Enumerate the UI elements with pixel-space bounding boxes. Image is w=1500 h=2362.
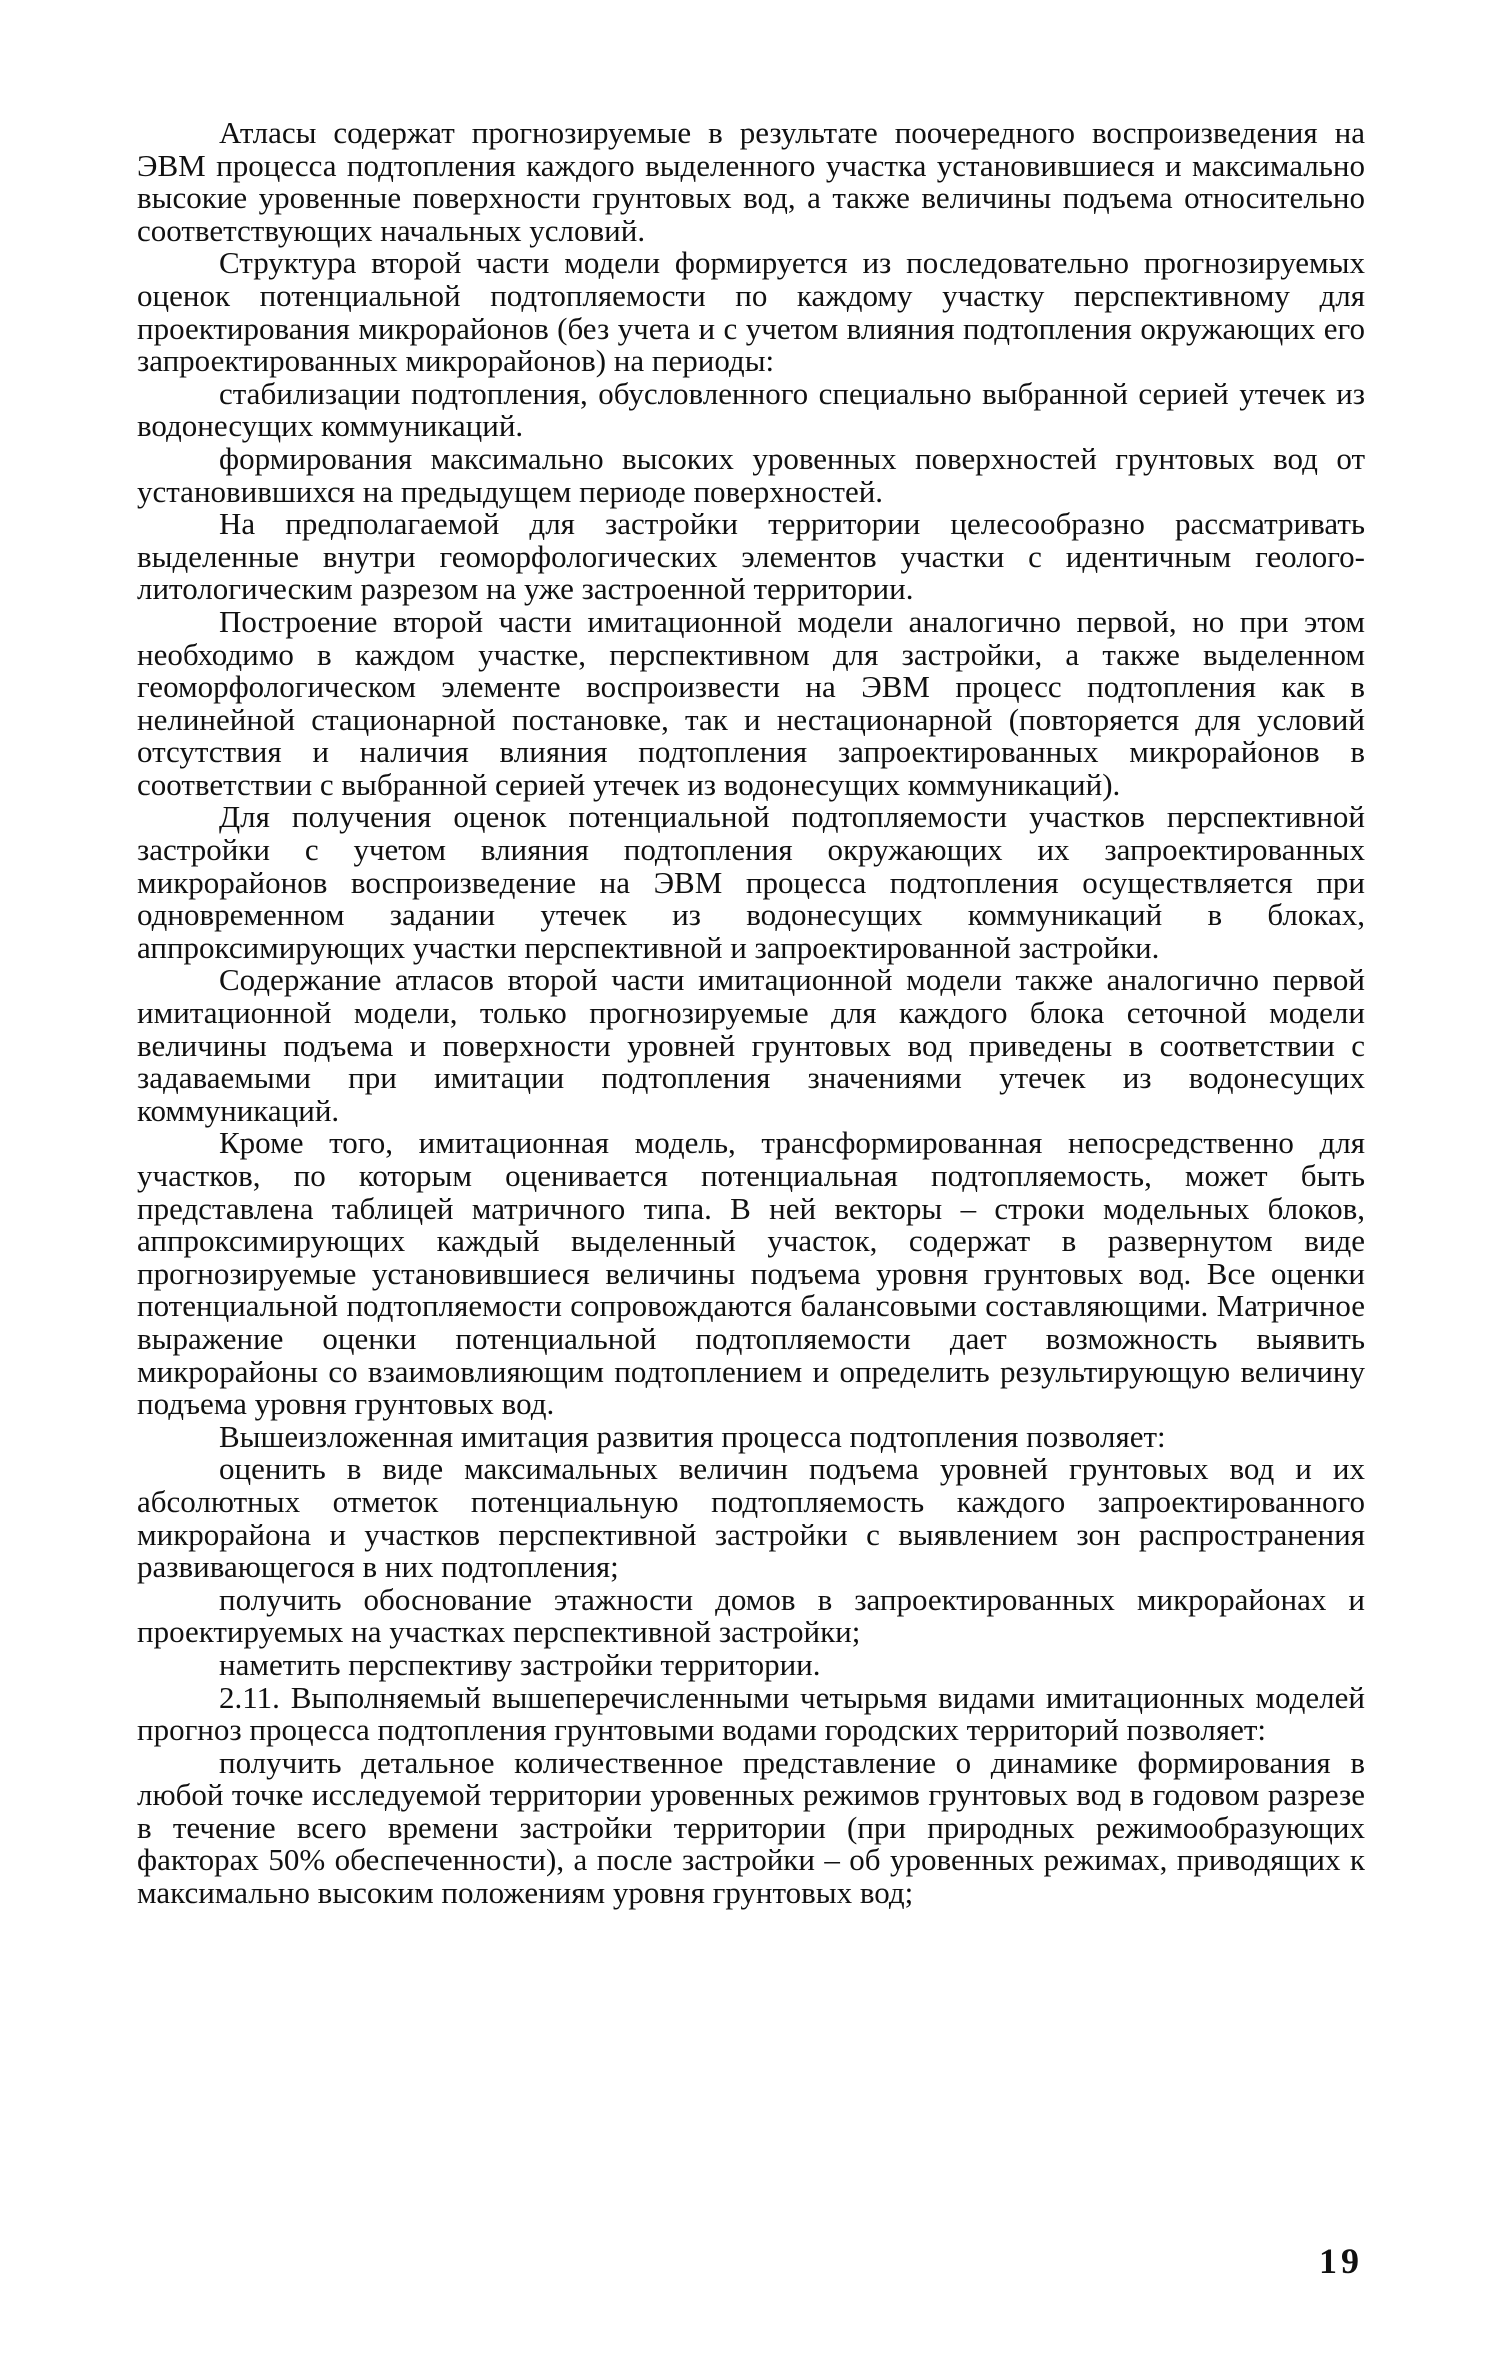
paragraph-planned-territory: На предполагаемой для застройки территории целесообразно рассматривать выделенные внутри геоморфологических элементов участки с идентичным геолого-литологическим разрезом на уже застроенной территории. xyxy=(137,506,1365,607)
list-item-justify-floors: получить обоснование этажности домов в запроектированных микрорайонах и проектируемых на участках перспективной застройки; xyxy=(137,1581,1365,1650)
paragraph-second-part-structure: Структура второй части модели формируется из последовательно прогнозируемых оценок потенциальной подтопляемости по каждому участку перспективному для проектирования микрорайонов (без учета и с учетом влияния подтопления окружающих его запроектированных микрорайонов) на периоды: xyxy=(137,245,1365,379)
paragraph-potential-flooding-estimates: Для получения оценок потенциальной подтопляемости участков перспективной застройки с учетом влияния подтопления окружающих их запроектированных микрорайонов воспроизведение на ЭВМ процесса подтопления осуществляется при одновременном задании утечек из водонесущих коммуникаций в блоках, аппроксимирующих участки перспективной и запроектированной застройки. xyxy=(137,799,1365,965)
list-item-estimate: оценить в виде максимальных величин подъема уровней грунтовых вод и их абсолютных отметок потенциальную подтопляемость каждого запроектированного микрорайона и участков перспективной застройки с выявлением зон распространения развивающегося в них подтопления; xyxy=(137,1451,1365,1585)
list-item-outline-perspective: наметить перспективу застройки территории. xyxy=(219,1646,821,1682)
paragraph-matrix-table: Кроме того, имитационная модель, трансформированная непосредственно для участков, по которым оценивается потенциальная подтопляемость, может быть представлена таблицей матричного типа. В ней векторы – строки модельных блоков, аппроксимирующих каждый выделенный участок, содержат в развернутом виде прогнозируемые установившиеся величины подъема уровня грунтовых вод. Все оценки потенциальной подтопляемости сопровождаются балансовыми составляющими. Матричное выражение оценки потенциальной подтопляемости дает возможность выявить микрорайоны со взаимовлияющим подтоплением и определить результирующую величину подъема уровня грунтовых вод. xyxy=(137,1125,1365,1422)
list-item-formation-period: формирования максимально высоких уровенных поверхностей грунтовых вод от установившихся на предыдущем периоде поверхностей. xyxy=(137,440,1365,509)
page-number: 19 xyxy=(1319,2241,1363,2281)
section-2-11-paragraph: 2.11. Выполняемый вышеперечисленными четырьмя видами имитационных моделей прогноз процесса подтопления грунтовыми водами городских территорий позволяет: xyxy=(137,1679,1365,1748)
list-item-stabilization-period: стабилизации подтопления, обусловленного специально выбранной серией утечек из водонесущих коммуникаций. xyxy=(137,375,1365,444)
body-text xyxy=(137,117,1365,1910)
paragraph-atlases-content: Атласы содержат прогнозируемые в результате поочередного воспроизведения на ЭВМ процесса подтопления каждого выделенного участка установившиеся и максимально высокие уровенные поверхности грунтовых вод, а также величины подъема относительно соответствующих начальных условий. xyxy=(137,115,1365,248)
list-item-detailed-representation: получить детальное количественное представление о динамике формирования в любой точке исследуемой территории уровенных режимов грунтовых вод в годовом разрезе в течение всего времени застройки территории (при природных режимообразующих факторах 50% обеспеченности), а после застройки – об уровенных режимах, приводящих к максимально высоким положениям уровня грунтовых вод; xyxy=(137,1744,1365,1911)
paragraph-model-construction: Построение второй части имитационной модели аналогично первой, но при этом необходимо в каждом участке, перспективном для застройки, а также выделенном геоморфологическом элементе воспроизвести на ЭВМ процесс подтопления как в нелинейной стационарной постановке, так и нестационарной (повторяется для условий отсутствия и наличия влияния подтопления запроектированных микрорайонов в соответствии с выбранной серией утечек из водонесущих коммуникаций). xyxy=(137,603,1365,802)
paragraph-simulation-allows: Вышеизложенная имитация развития процесса подтопления позволяет: xyxy=(219,1418,1166,1454)
paragraph-atlas-contents-second: Содержание атласов второй части имитационной модели также аналогично первой имитационной модели, только прогнозируемые для каждого блока сеточной модели величины подъема и поверхности уровней грунтовых вод приведены в соответствии с задаваемыми при имитации подтопления значениями утечек из водонесущих коммуникаций. xyxy=(137,962,1365,1128)
